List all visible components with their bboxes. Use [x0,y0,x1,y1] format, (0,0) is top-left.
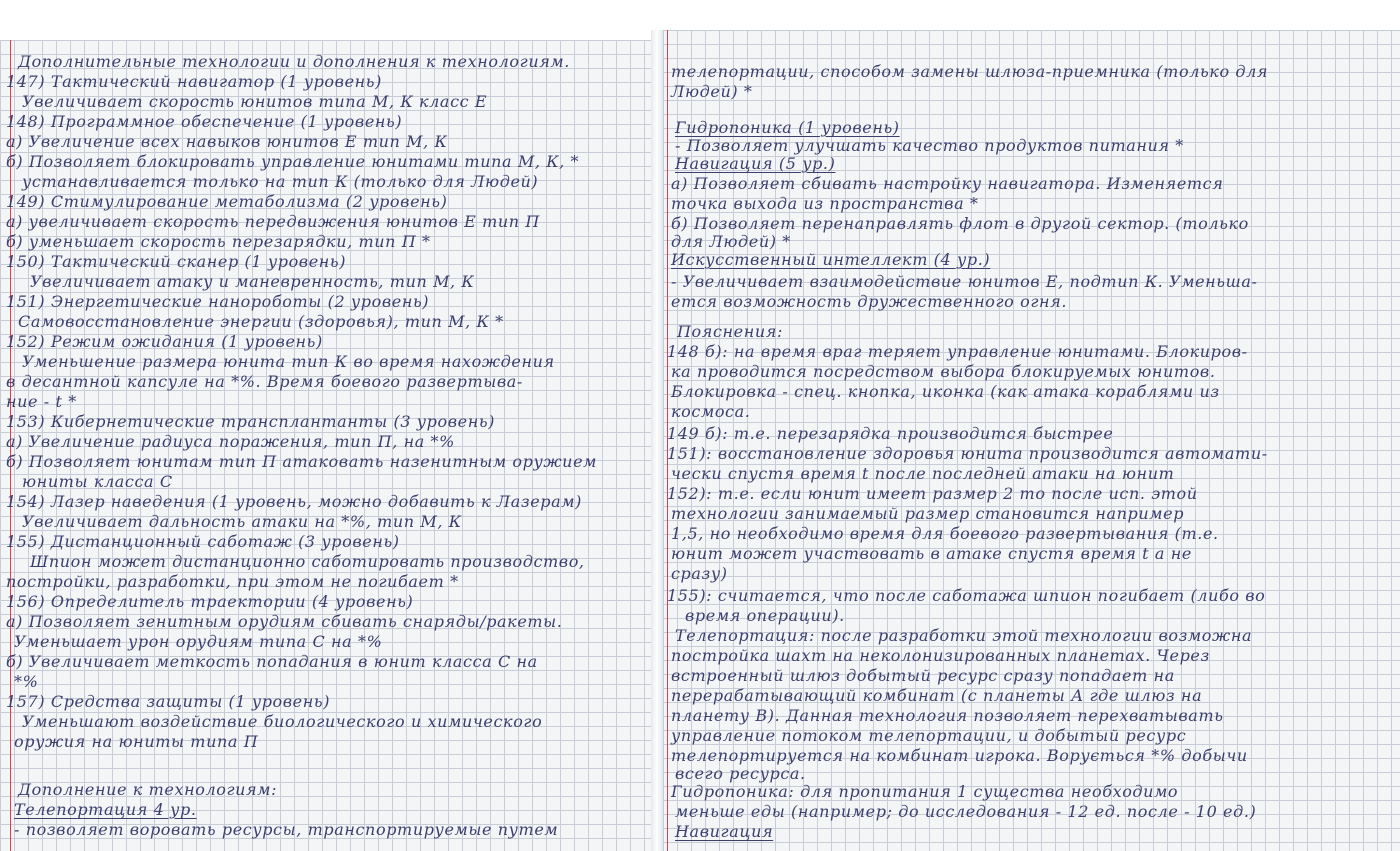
right-line: Навигация (5 ур.) [675,154,836,173]
right-line: - Позволяет улучшать качество продуктов питания * [675,136,1184,155]
right-line: Телепортация: после разработки этой технологии возможна [675,626,1253,645]
right-line: 149 б): т.е. перезарядка производится быстрее [667,424,1114,443]
right-line: б) Позволяет перенаправлять флот в другой сектор. (только [671,214,1249,233]
right-line: телепортируется на комбинат игрока. Ворується *% добычи [671,746,1248,765]
left-line: Шпион может дистанционно саботировать производство, [30,552,585,571]
left-line: б) Позволяет блокировать управление юнитами типа М, К, * [6,152,580,171]
right-line: Гидропоника: для пропитания 1 существа необходимо [671,782,1179,801]
left-line: 148) Программное обеспечение (1 уровень) [6,112,403,131]
right-line: ется возможность дружественного огня. [671,292,1068,311]
right-line: встроенный шлюз добытый ресурс сразу попадает на [671,666,1175,685]
left-line: а) Позволяет зенитным орудиям сбивать снаряды/ракеты. [6,612,563,631]
right-line: а) Позволяет сбивать настройку навигатора. Изменяется [671,174,1224,193]
right-line: 155): считается, что после саботажа шпион погибает (либо во [667,586,1266,605]
right-line: точка выхода из пространства * [671,194,979,213]
right-line: Навигация [675,822,774,841]
right-line: для Людей) * [671,232,791,251]
left-line: 149) Стимулирование метаболизма (2 уровень) [6,192,448,211]
left-line: 153) Кибернетические трансплантанты (3 уровень) [6,412,496,431]
left-line: б) Увеличивает меткость попадания в юнит класса С на [6,652,538,671]
notebook-page-left [0,40,651,851]
right-line: Пояснения: [677,322,783,341]
left-line: 150) Тактический сканер (1 уровень) [6,252,347,271]
left-line: Увеличивает скорость юнитов типа М, К класс Е [22,92,488,111]
right-line: Блокировка - спец. кнопка, иконка (как атака кораблями из [671,382,1220,401]
right-line: меньше еды (например; до исследования - 12 ед. после - 10 ед.) [675,802,1257,821]
right-line: чески спустя время t после последней атаки на юнит [671,464,1175,483]
right-line: 148 б): на время враг теряет управление юнитами. Блокиров- [667,342,1248,361]
left-line: Уменьшают воздействие биологического и химического [22,712,543,731]
right-line: юнит может участвовать в атаке спустя время t а не [671,544,1192,563]
right-line: всего ресурса. [675,764,806,783]
left-line: 155) Дистанционный саботаж (3 уровень) [6,532,400,551]
right-line: Искусственный интеллект (4 ур.) [671,250,991,269]
left-line: 147) Тактический навигатор (1 уровень) [6,72,382,91]
left-line: а) Увеличение всех навыков юнитов Е тип М, К [6,132,448,151]
right-line: Людей) * [671,82,753,101]
right-line: перерабатывающий комбинат (с планеты А где шлюз на [671,686,1203,705]
left-line: Дополнительные технологии и дополнения к технологиям. [18,52,570,71]
left-line: 156) Определитель траектории (4 уровень) [6,592,414,611]
left-line: б) Позволяет юнитам тип П атаковать назенитным оружием [6,452,598,471]
right-line: время операции). [685,606,845,625]
left-line: юниты класса С [22,472,173,491]
left-line: устанавливается только на тип К (только для Людей) [22,172,539,191]
left-line: Телепортация 4 ур. [14,800,197,819]
right-line: планету В). Данная технология позволяет перехватывать [671,706,1224,725]
left-line: а) Увеличение радиуса поражения, тип П, на *% [6,432,455,451]
right-line: 1,5, но необходимо время для боевого развертывания (т.е. [671,524,1219,543]
right-line: управление потоком телепортации, и добытый ресурс [671,726,1187,745]
left-line: 152) Режим ожидания (1 уровень) [6,332,323,351]
right-line: - Увеличивает взаимодействие юнитов Е, подтип К. Уменьша- [671,272,1258,291]
left-line: постройки, разработки, при этом не погибает * [6,572,459,591]
right-line: 152): т.е. если юнит имеет размер 2 то после исп. этой [667,484,1198,503]
left-line: 151) Энергетические нанороботы (2 уровень) [6,292,430,311]
left-line: б) уменьшает скорость перезарядки, тип П * [6,232,431,251]
left-line: Увеличивает атаку и маневренность, тип М, К [30,272,475,291]
left-line: Увеличивает дальность атаки на *%, тип М, К [22,512,462,531]
left-line: Уменьшает урон орудиям типа С на *% [14,632,383,651]
left-line: 154) Лазер наведения (1 уровень, можно добавить к Лазерам) [6,492,582,511]
right-line: сразу) [671,564,728,583]
right-line: телепортации, способом замены шлюза-приемника (только для [671,62,1269,81]
left-line: Уменьшение размера юнита тип К во время нахождения [22,352,555,371]
left-line: оружия на юниты типа П [14,732,259,751]
right-line: технологии занимаемый размер становится например [671,504,1185,523]
left-line: ние - t * [6,392,77,411]
left-line: - позволяет воровать ресурсы, транспортируемые путем [14,820,559,839]
left-line: Самовосстановление энергии (здоровья), тип М, К * [18,312,504,331]
notebook-gutter [651,30,663,851]
left-line: *% [14,672,39,691]
left-line: Дополнение к технологиям: [18,780,278,799]
right-line: ка проводится посредством выбора блокируемых юнитов. [671,362,1216,381]
left-line: в десантной капсуле на *%. Время боевого развертыва- [6,372,523,391]
right-line: постройка шахт на неколонизированных планетах. Через [671,646,1210,665]
left-line: а) увеличивает скорость передвижения юнитов Е тип П [6,212,540,231]
left-line: 157) Средства защиты (1 уровень) [6,692,331,711]
notebook-page-right [663,30,1400,851]
right-line: 151): восстановление здоровья юнита производится автомати- [667,444,1268,463]
right-line: Гидропоника (1 уровень) [675,118,900,137]
right-line: космоса. [671,402,751,421]
